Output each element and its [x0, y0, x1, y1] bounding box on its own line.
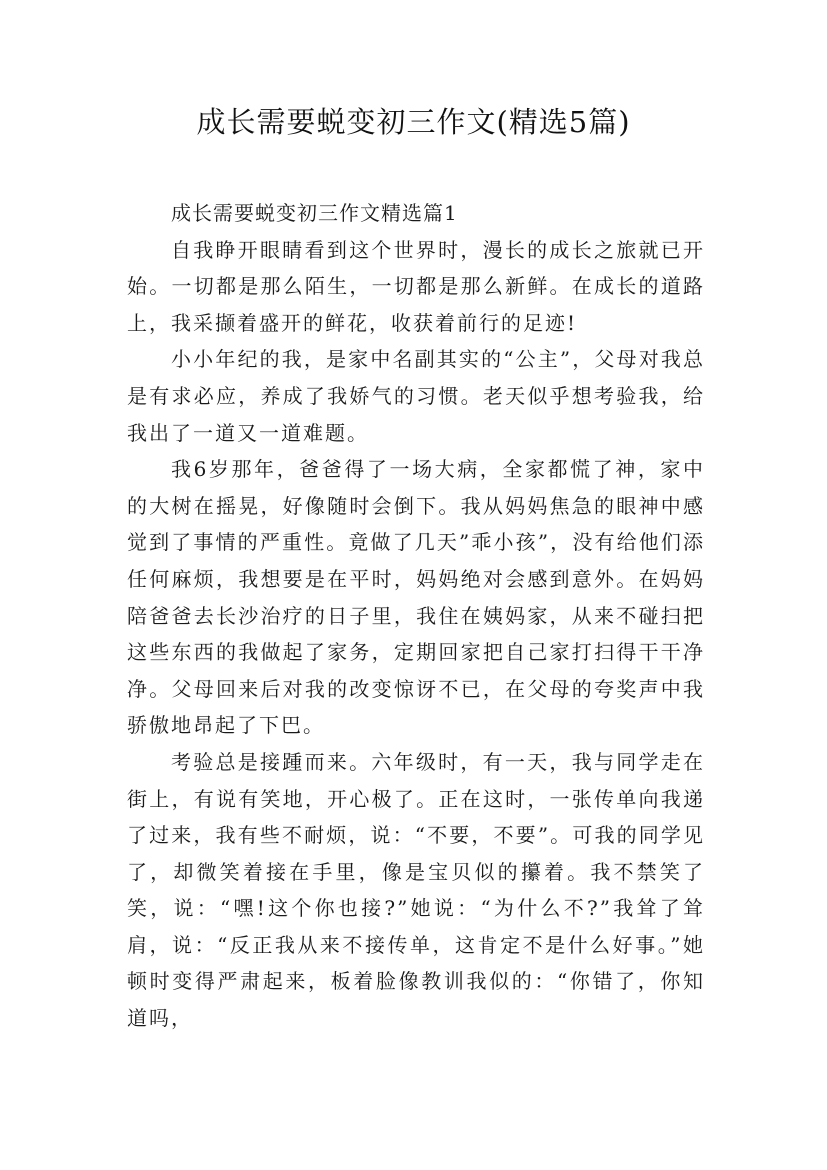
paragraph-1: 自我睁开眼睛看到这个世界时，漫长的成长之旅就已开始。一切都是那么陌生，一切都是那么新鲜。在成长的道路上，我采撷着盛开的鲜花，收获着前行的足迹! — [127, 237, 705, 335]
section-heading: 成长需要蜕变初三作文精选篇1 — [171, 201, 458, 225]
paragraph-4: 考验总是接踵而来。六年级时，有一天，我与同学走在街上，有说有笑地，开心极了。正在这时，一张传单向我递了过来，我有些不耐烦，说：“不要，不要”。可我的同学见了，却微笑着接在手里，像是宝贝似的攥着。我不禁笑了笑，说：“嘿!这个你也接?”她说：“为什么不?”我耸了耸肩，说：“反正我从来不接传单，这肯定不是什么好事。”她顿时变得严肃起来，板着脸像教训我似的：“你错了，你知道吗， — [127, 749, 705, 1031]
paragraph-3: 我6岁那年，爸爸得了一场大病，全家都慌了神，家中的大树在摇晃，好像随时会倒下。我从妈妈焦急的眼神中感觉到了事情的严重性。竟做了几天”乖小孩”，没有给他们添任何麻烦，我想要是在平时，妈妈绝对会感到意外。在妈妈陪爸爸去长沙治疗的日子里，我住在姨妈家，从来不碰扫把这些东西的我做起了家务，定期回家把自己家打扫得干干净净。父母回来后对我的改变惊讶不已，在父母的夸奖声中我骄傲地昂起了下巴。 — [127, 457, 705, 738]
paragraph-2: 小小年纪的我，是家中名副其实的“公主”，父母对我总是有求必应，养成了我娇气的习惯。老天似乎想考验我，给我出了一道又一道难题。 — [127, 347, 705, 445]
document-title: 成长需要蜕变初三作文(精选5篇) — [196, 105, 631, 139]
document-body — [127, 195, 705, 1037]
